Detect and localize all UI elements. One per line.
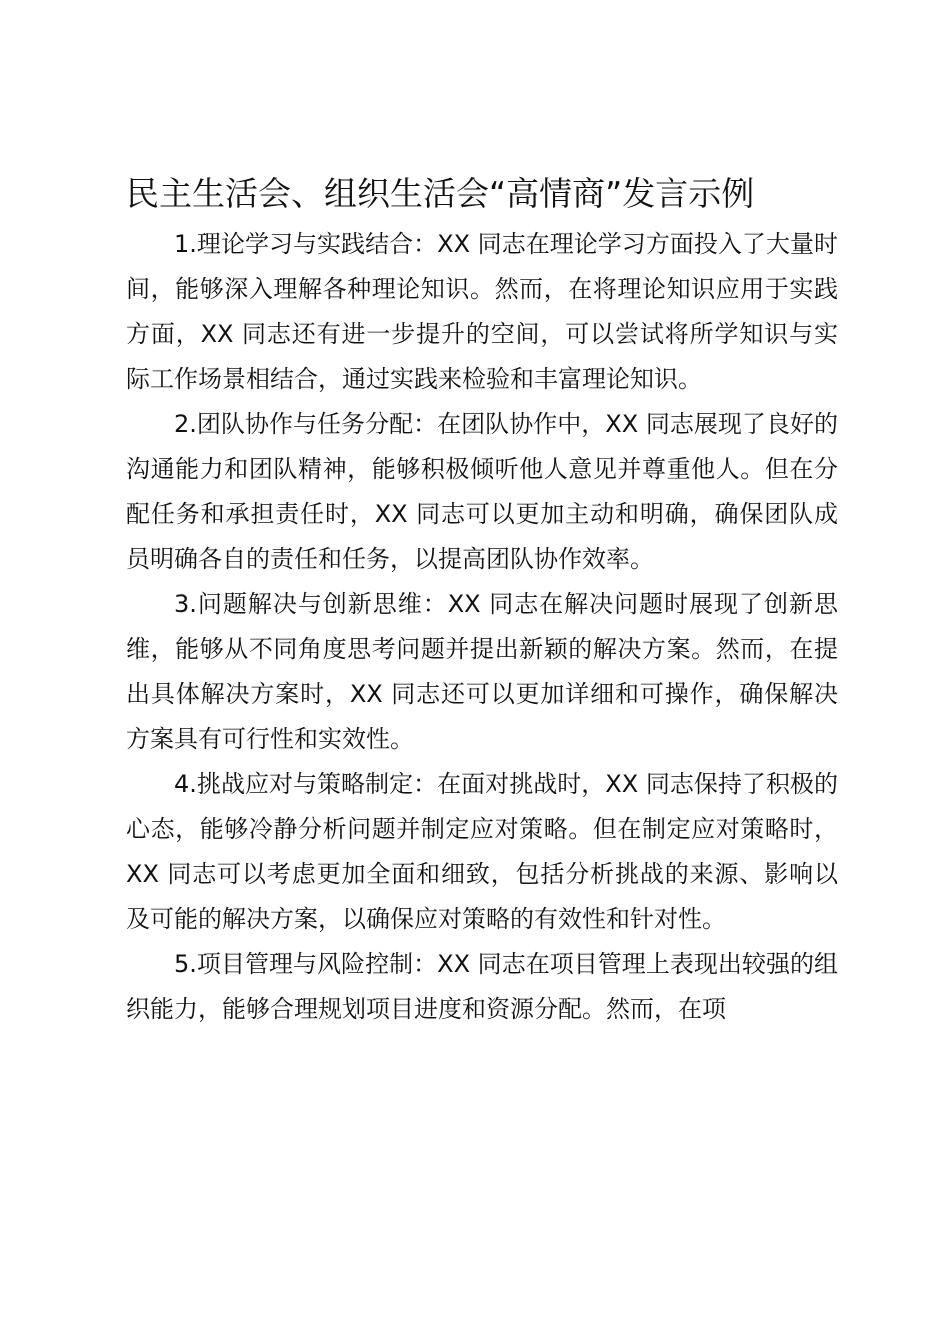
document-title: 民主生活会、组织生活会“高情商”发言示例 (126, 174, 755, 213)
document-body (126, 222, 838, 1032)
paragraph-2: 2.团队协作与任务分配：在团队协作中，XX 同志展现了良好的沟通能力和团队精神，能够积极倾听他人意见并尊重他人。但在分配任务和承担责任时，XX 同志可以更加主动和明确，确保团队成员明确各自的责任和任务，以提高团队协作效率。 (126, 410, 838, 573)
paragraph-5: 5.项目管理与风险控制：XX 同志在项目管理上表现出较强的组织能力，能够合理规划项目进度和资源分配。然而，在项 (126, 950, 838, 1023)
paragraph-4: 4.挑战应对与策略制定：在面对挑战时，XX 同志保持了积极的心态，能够冷静分析问题并制定应对策略。但在制定应对策略时，XX 同志可以考虑更加全面和细致，包括分析挑战的来源、影响以及可能的解决方案，以确保应对策略的有效性和针对性。 (126, 770, 838, 933)
paragraph-1: 1.理论学习与实践结合：XX 同志在理论学习方面投入了大量时间，能够深入理解各种理论知识。然而，在将理论知识应用于实践方面，XX 同志还有进一步提升的空间，可以尝试将所学知识与实际工作场景相结合，通过实践来检验和丰富理论知识。 (126, 230, 838, 393)
paragraph-3: 3.问题解决与创新思维：XX 同志在解决问题时展现了创新思维，能够从不同角度思考问题并提出新颖的解决方案。然而，在提出具体解决方案时，XX 同志还可以更加详细和可操作，确保解决方案具有可行性和实效性。 (126, 590, 838, 753)
